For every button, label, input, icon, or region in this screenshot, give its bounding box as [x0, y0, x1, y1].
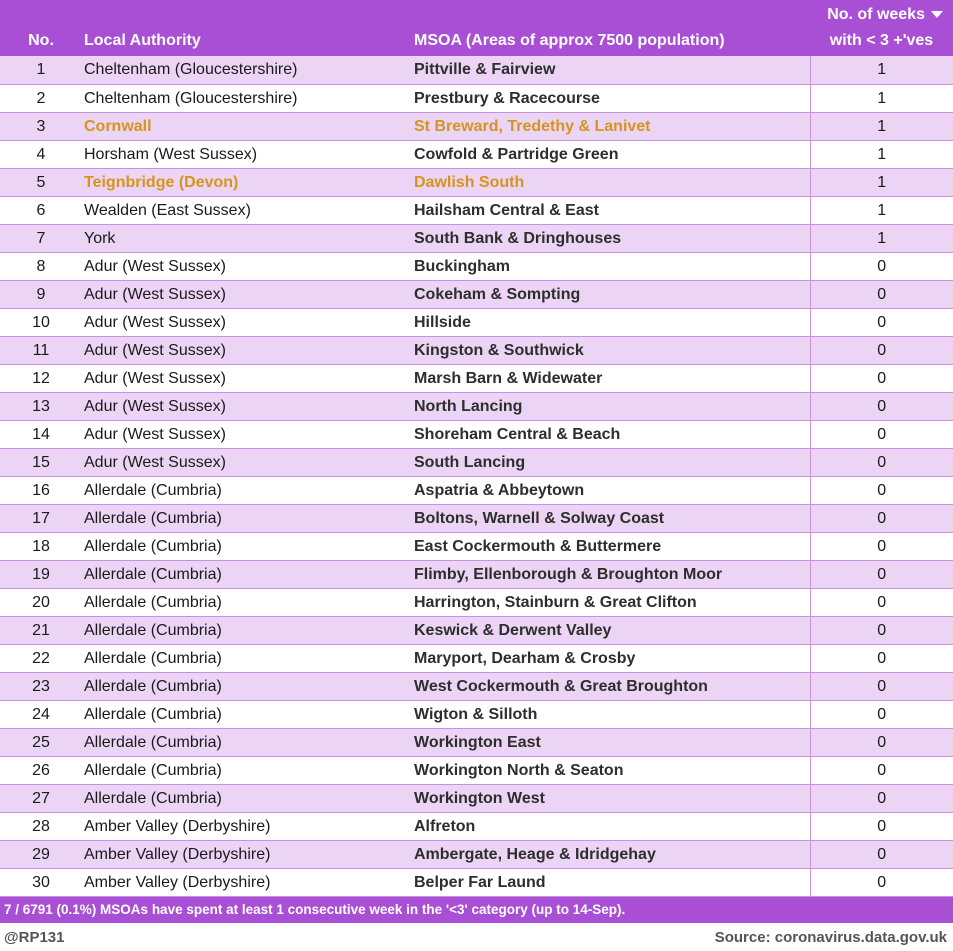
- weeks-cell: 0: [810, 644, 953, 672]
- local-authority-cell: Amber Valley (Derbyshire): [82, 812, 412, 840]
- row-number: 15: [0, 448, 82, 476]
- footer-note: 7 / 6791 (0.1%) MSOAs have spent at least 1 consecutive week in the '<3' category (up to 14-Sep).: [0, 897, 953, 923]
- row-number: 22: [0, 644, 82, 672]
- msoa-cell: Workington West: [412, 784, 810, 812]
- weeks-cell: 0: [810, 728, 953, 756]
- msoa-cell: Kingston & Southwick: [412, 336, 810, 364]
- row-number: 26: [0, 756, 82, 784]
- weeks-cell: 1: [810, 224, 953, 252]
- local-authority-cell: Allerdale (Cumbria): [82, 476, 412, 504]
- weeks-cell: 1: [810, 140, 953, 168]
- credit-handle: @RP131: [4, 929, 65, 946]
- weeks-cell: 0: [810, 420, 953, 448]
- weeks-cell: 1: [810, 196, 953, 224]
- table-row: [0, 364, 953, 392]
- weeks-cell: 0: [810, 392, 953, 420]
- table-body: [0, 56, 953, 896]
- msoa-cell: South Bank & Dringhouses: [412, 224, 810, 252]
- row-number: 25: [0, 728, 82, 756]
- row-number: 29: [0, 840, 82, 868]
- weeks-cell: 0: [810, 784, 953, 812]
- weeks-cell: 0: [810, 700, 953, 728]
- row-number: 5: [0, 168, 82, 196]
- local-authority-cell: Adur (West Sussex): [82, 336, 412, 364]
- table-row: [0, 728, 953, 756]
- table-row: [0, 56, 953, 84]
- weeks-cell: 0: [810, 476, 953, 504]
- table-row: [0, 532, 953, 560]
- row-number: 12: [0, 364, 82, 392]
- table-row: [0, 700, 953, 728]
- table-row: [0, 784, 953, 812]
- table-row: [0, 672, 953, 700]
- row-number: 2: [0, 84, 82, 112]
- weeks-cell: 1: [810, 112, 953, 140]
- row-number: 24: [0, 700, 82, 728]
- row-number: 27: [0, 784, 82, 812]
- local-authority-cell: Cheltenham (Gloucestershire): [82, 56, 412, 84]
- weeks-cell: 0: [810, 364, 953, 392]
- msoa-cell: Hillside: [412, 308, 810, 336]
- row-number: 1: [0, 56, 82, 84]
- weeks-cell: 1: [810, 56, 953, 84]
- msoa-cell: Boltons, Warnell & Solway Coast: [412, 504, 810, 532]
- table-row: [0, 140, 953, 168]
- weeks-cell: 0: [810, 868, 953, 896]
- row-number: 20: [0, 588, 82, 616]
- local-authority-cell: Teignbridge (Devon): [82, 168, 412, 196]
- weeks-cell: 0: [810, 588, 953, 616]
- row-number: 11: [0, 336, 82, 364]
- table-row: [0, 280, 953, 308]
- row-number: 23: [0, 672, 82, 700]
- header-weeks-line1: No. of weeks: [810, 6, 953, 32]
- msoa-cell: Wigton & Silloth: [412, 700, 810, 728]
- table-row: [0, 588, 953, 616]
- table-row: [0, 308, 953, 336]
- msoa-cell: North Lancing: [412, 392, 810, 420]
- local-authority-cell: Adur (West Sussex): [82, 280, 412, 308]
- row-number: 3: [0, 112, 82, 140]
- table-row: [0, 112, 953, 140]
- row-number: 10: [0, 308, 82, 336]
- local-authority-cell: Allerdale (Cumbria): [82, 784, 412, 812]
- weeks-cell: 0: [810, 280, 953, 308]
- msoa-cell: Prestbury & Racecourse: [412, 84, 810, 112]
- table-row: [0, 840, 953, 868]
- table-header: [0, 0, 953, 56]
- local-authority-cell: Allerdale (Cumbria): [82, 588, 412, 616]
- sort-descending-arrow-icon[interactable]: [931, 11, 943, 18]
- local-authority-cell: Allerdale (Cumbria): [82, 700, 412, 728]
- local-authority-cell: Wealden (East Sussex): [82, 196, 412, 224]
- msoa-cell: Buckingham: [412, 252, 810, 280]
- table-row: [0, 448, 953, 476]
- source-citation: Source: coronavirus.data.gov.uk: [714, 929, 947, 946]
- header-weeks-line2: with < 3 +'ves: [829, 32, 934, 49]
- row-number: 19: [0, 560, 82, 588]
- msoa-cell: Keswick & Derwent Valley: [412, 616, 810, 644]
- local-authority-cell: Adur (West Sussex): [82, 308, 412, 336]
- row-number: 7: [0, 224, 82, 252]
- weeks-cell: 0: [810, 336, 953, 364]
- row-number: 21: [0, 616, 82, 644]
- weeks-cell: 0: [810, 252, 953, 280]
- local-authority-cell: Allerdale (Cumbria): [82, 504, 412, 532]
- msoa-cell: South Lancing: [412, 448, 810, 476]
- weeks-cell: 0: [810, 616, 953, 644]
- table-row: [0, 336, 953, 364]
- table-row: [0, 504, 953, 532]
- msoa-cell: Pittville & Fairview: [412, 56, 810, 84]
- row-number: 6: [0, 196, 82, 224]
- row-number: 13: [0, 392, 82, 420]
- header-row: [0, 0, 953, 56]
- weeks-cell: 1: [810, 84, 953, 112]
- table-row: [0, 252, 953, 280]
- local-authority-cell: Cornwall: [82, 112, 412, 140]
- local-authority-cell: Adur (West Sussex): [82, 392, 412, 420]
- msoa-cell: Flimby, Ellenborough & Broughton Moor: [412, 560, 810, 588]
- weeks-cell: 0: [810, 672, 953, 700]
- msoa-cell: Hailsham Central & East: [412, 196, 810, 224]
- local-authority-cell: Allerdale (Cumbria): [82, 756, 412, 784]
- local-authority-cell: Adur (West Sussex): [82, 420, 412, 448]
- row-number: 18: [0, 532, 82, 560]
- row-number: 16: [0, 476, 82, 504]
- msoa-cell: Ambergate, Heage & Idridgehay: [412, 840, 810, 868]
- row-number: 14: [0, 420, 82, 448]
- weeks-cell: 0: [810, 812, 953, 840]
- msoa-cell: East Cockermouth & Buttermere: [412, 532, 810, 560]
- header-no[interactable]: No.: [0, 0, 82, 56]
- msoa-cell: Cowfold & Partridge Green: [412, 140, 810, 168]
- local-authority-cell: Adur (West Sussex): [82, 364, 412, 392]
- local-authority-cell: Allerdale (Cumbria): [82, 532, 412, 560]
- local-authority-cell: York: [82, 224, 412, 252]
- msoa-cell: Workington North & Seaton: [412, 756, 810, 784]
- table-row: [0, 560, 953, 588]
- header-weeks[interactable]: [810, 0, 953, 56]
- row-number: 30: [0, 868, 82, 896]
- row-number: 17: [0, 504, 82, 532]
- local-authority-cell: Cheltenham (Gloucestershire): [82, 84, 412, 112]
- weeks-cell: 0: [810, 560, 953, 588]
- local-authority-cell: Allerdale (Cumbria): [82, 672, 412, 700]
- row-number: 9: [0, 280, 82, 308]
- table-row: [0, 868, 953, 896]
- row-number: 8: [0, 252, 82, 280]
- table-row: [0, 616, 953, 644]
- header-local-authority[interactable]: Local Authority: [82, 0, 412, 56]
- msoa-cell: Maryport, Dearham & Crosby: [412, 644, 810, 672]
- table-row: [0, 84, 953, 112]
- table-row: [0, 644, 953, 672]
- local-authority-cell: Allerdale (Cumbria): [82, 644, 412, 672]
- local-authority-cell: Allerdale (Cumbria): [82, 560, 412, 588]
- msoa-cell: Harrington, Stainburn & Great Clifton: [412, 588, 810, 616]
- local-authority-cell: Horsham (West Sussex): [82, 140, 412, 168]
- row-number: 4: [0, 140, 82, 168]
- table-row: [0, 812, 953, 840]
- msoa-cell: Alfreton: [412, 812, 810, 840]
- row-number: 28: [0, 812, 82, 840]
- weeks-cell: 0: [810, 840, 953, 868]
- table-row: [0, 168, 953, 196]
- weeks-cell: 0: [810, 756, 953, 784]
- weeks-cell: 1: [810, 168, 953, 196]
- local-authority-cell: Allerdale (Cumbria): [82, 616, 412, 644]
- msoa-cell: St Breward, Tredethy & Lanivet: [412, 112, 810, 140]
- table-row: [0, 756, 953, 784]
- msoa-cell: Dawlish South: [412, 168, 810, 196]
- weeks-cell: 0: [810, 448, 953, 476]
- local-authority-cell: Allerdale (Cumbria): [82, 728, 412, 756]
- msoa-cell: Aspatria & Abbeytown: [412, 476, 810, 504]
- weeks-cell: 0: [810, 308, 953, 336]
- msoa-cell: Cokeham & Sompting: [412, 280, 810, 308]
- local-authority-cell: Amber Valley (Derbyshire): [82, 840, 412, 868]
- msoa-cell: Shoreham Central & Beach: [412, 420, 810, 448]
- local-authority-cell: Adur (West Sussex): [82, 252, 412, 280]
- msoa-cell: West Cockermouth & Great Broughton: [412, 672, 810, 700]
- table-row: [0, 196, 953, 224]
- msoa-cell: Marsh Barn & Widewater: [412, 364, 810, 392]
- weeks-cell: 0: [810, 532, 953, 560]
- weeks-cell: 0: [810, 504, 953, 532]
- table-row: [0, 224, 953, 252]
- msoa-cell: Belper Far Laund: [412, 868, 810, 896]
- msoa-cell: Workington East: [412, 728, 810, 756]
- table-row: [0, 420, 953, 448]
- local-authority-cell: Amber Valley (Derbyshire): [82, 868, 412, 896]
- table-row: [0, 476, 953, 504]
- local-authority-cell: Adur (West Sussex): [82, 448, 412, 476]
- table-row: [0, 392, 953, 420]
- header-msoa[interactable]: MSOA (Areas of approx 7500 population): [412, 0, 810, 56]
